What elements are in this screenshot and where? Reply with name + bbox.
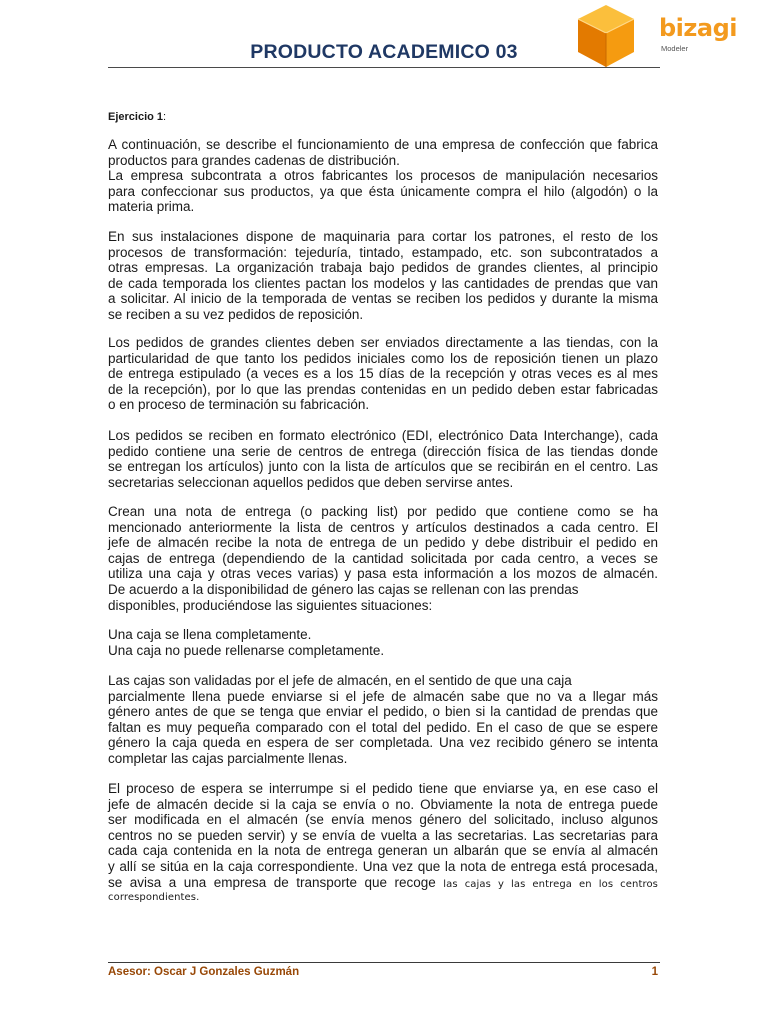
text-line: La empresa subcontrata a otros fabricantes los procesos de manipulación necesarios <box>108 168 658 184</box>
text-line: productos para grandes cadenas de distribución. <box>108 152 400 168</box>
text-line: género antes de que se tenga que enviar el pedido, o bien si la cantidad de prendas que <box>108 704 658 720</box>
orange-cube-icon <box>576 4 636 68</box>
text-line: particularidad de que tanto los pedidos iniciales como los de reposición tienen un plazo <box>108 350 658 366</box>
text-line: Una caja se llena completamente. <box>108 627 312 642</box>
paragraph-lines <box>108 781 658 875</box>
text-line: Una caja no puede rellenarse completamente. <box>108 642 385 658</box>
text-line: o en proceso de terminación su fabricación. <box>108 397 370 413</box>
closing-line-start: se avisa a una empresa de transporte que recoge <box>108 874 436 890</box>
text-line: secretarias seleccionan aquellos pedidos que deben servirse antes. <box>108 474 514 490</box>
text-line: para confeccionar sus productos, ya que ésta únicamente compra el hilo (algodón) o la <box>108 183 658 199</box>
text-line: se entregan los artículos) junto con la lista de artículos que se recibirán en el centro. Las <box>108 459 658 475</box>
text-line: Crean una nota de entrega (o packing list) por pedido que contiene como se ha <box>108 504 658 519</box>
footer-advisor: Asesor: Oscar J Gonzales Guzmán <box>108 966 300 978</box>
text-line: de entrega estipulado (a veces es a los 15 días de la recepción y otras veces es al mes <box>108 366 658 382</box>
text-line: pedido contiene una serie de centros de entrega (dirección física de las tiendas donde <box>108 443 658 459</box>
paragraph <box>108 137 658 215</box>
page-number: 1 <box>651 966 658 978</box>
text-line: De acuerdo a la disponibilidad de género las cajas se rellenan con las prendas <box>108 581 579 597</box>
text-line: de la recepción), por lo que las prendas contenidas en un pedido deben estar fabricadas <box>108 381 658 397</box>
text-line: utiliza una caja y otras veces varias) y pasa esta información a los mozos de almacén. <box>108 566 658 582</box>
text-line: A continuación, se describe el funcionamiento de una empresa de confección que fabrica <box>108 137 658 152</box>
closing-line-end: las cajas y las entrega en los centros <box>443 878 658 890</box>
closing-last-line: correspondientes. <box>108 892 200 904</box>
text-line: completar las cajas parcialmente llenas. <box>108 750 348 766</box>
text-line: a solicitar. Al inicio de la temporada de ventas se reciben los pedidos y durante la misma <box>108 291 658 307</box>
text-line: faltan es muy pequeña comparado con el total del pedido. En el caso de que se espere <box>108 719 658 735</box>
text-line: género la caja queda en espera de ser completada. Una vez recibido género se intenta <box>108 735 658 751</box>
text-line: otras empresas. La organización trabaja bajo pedidos de grandes clientes, al principio <box>108 260 658 276</box>
paragraph <box>108 428 658 490</box>
text-line: y allí se sitúa en la caja correspondiente. Una vez que la nota de entrega está procesada, <box>108 858 658 874</box>
text-line: de cada temporada los clientes pactan los modelos y las cantidades de prendas que van <box>108 275 658 291</box>
text-line: procesos de transformación: tejeduría, tintado, estampado, etc. son subcontratados a <box>108 244 658 260</box>
paragraph <box>108 781 658 905</box>
text-line: jefe de almacén recibe la nota de entrega de un pedido y debe distribuir el pedido en <box>108 535 658 551</box>
exercise-colon: : <box>163 111 167 123</box>
paragraph <box>108 229 658 323</box>
text-line: se reciben a su vez pedidos de reposición. <box>108 306 364 322</box>
text-line: cajas de entrega (dependiendo de la cantidad solicitada por cada centro, a veces se <box>108 550 658 566</box>
text-line: ser modificada en el almacén (se envía menos género del solicitado, incluso algunos <box>108 812 658 828</box>
document-title: PRODUCTO ACADEMICO 03 <box>250 41 518 63</box>
header-divider <box>108 67 660 68</box>
text-line: centros no se pueden servir) y se envía de vuelta a las secretarias. Las secretarias para <box>108 827 658 843</box>
text-line: Las cajas son validadas por el jefe de almacén, en el sentido de que una caja <box>108 673 572 688</box>
paragraph <box>108 673 658 767</box>
paragraph <box>108 627 658 658</box>
text-line: Los pedidos de grandes clientes deben ser enviados directamente a las tiendas, con la <box>108 335 658 350</box>
exercise-label: Ejercicio 1 <box>108 111 164 123</box>
closing-line <box>108 875 658 891</box>
text-line: disponibles, produciéndose las siguientes situaciones: <box>108 597 433 613</box>
exercise-heading <box>108 110 166 124</box>
text-line: materia prima. <box>108 199 195 215</box>
text-line: jefe de almacén decide si la caja se envía o no. Obviamente la nota de entrega puede <box>108 796 658 812</box>
text-line: Los pedidos se reciben en formato electrónico (EDI, electrónico Data Interchange), cada <box>108 428 658 443</box>
logo-wordmark: bizagi <box>659 14 737 42</box>
footer-divider <box>108 962 660 963</box>
text-line: cada caja contenida en la nota de entrega generan un albarán que se envía al almacén <box>108 843 658 859</box>
logo-subtext: Modeler <box>661 44 689 53</box>
paragraph <box>108 504 658 613</box>
text-line: En sus instalaciones dispone de maquinaria para cortar los patrones, el resto de los <box>108 229 658 244</box>
text-line: parcialmente llena puede enviarse si el jefe de almacén sabe que no va a llegar más <box>108 688 658 704</box>
text-line: El proceso de espera se interrumpe si el pedido tiene que enviarse ya, en ese caso el <box>108 781 658 796</box>
text-line: mencionado anteriormente la lista de centros y artículos destinados a cada centro. El <box>108 519 658 535</box>
paragraph <box>108 335 658 413</box>
